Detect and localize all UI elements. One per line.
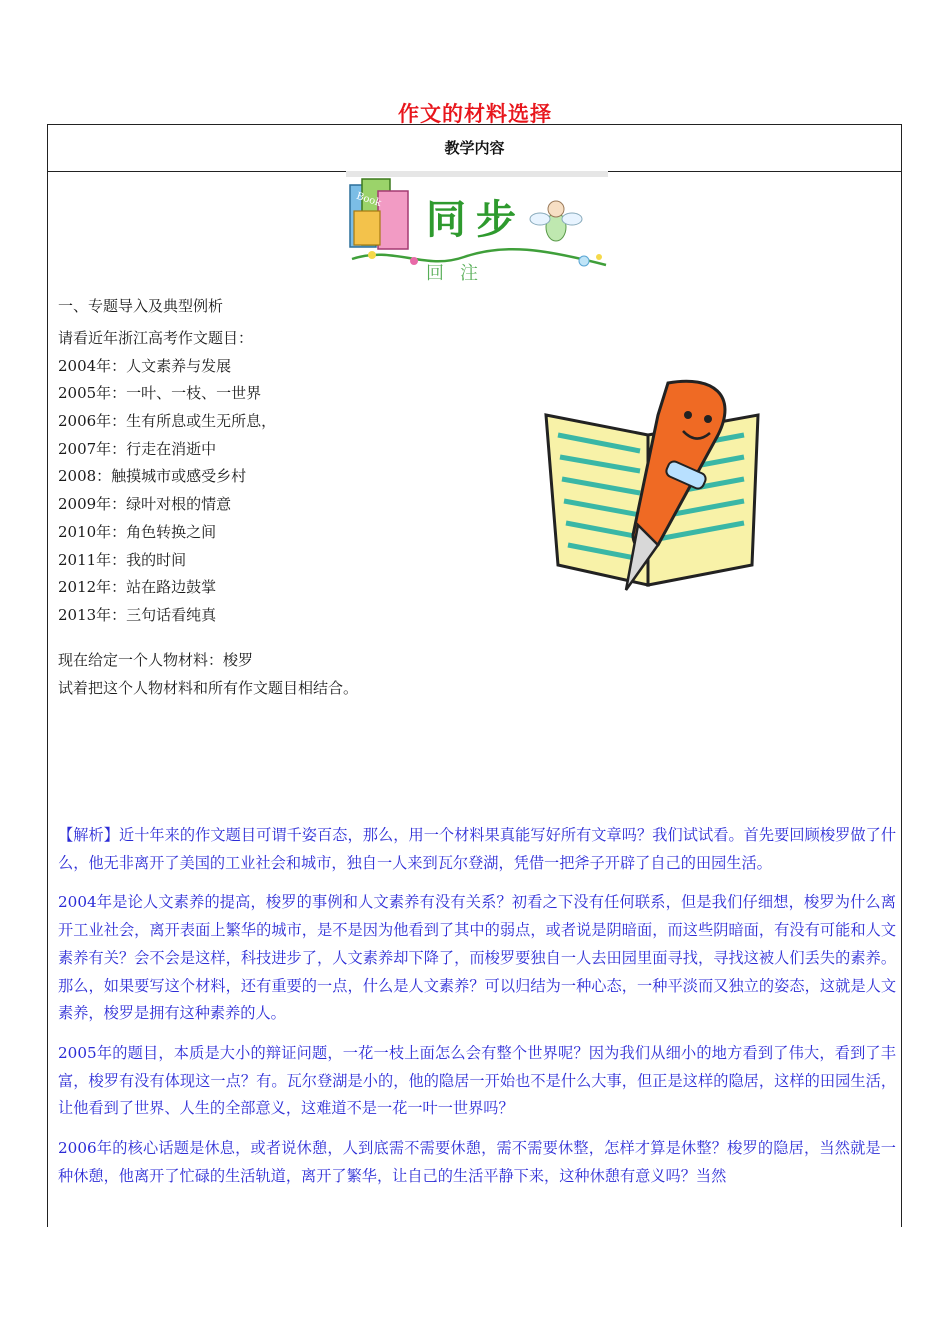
list-item: 2011年：我的时间 — [58, 550, 187, 569]
task-line: 试着把这个人物材料和所有作文题目相结合。 — [58, 678, 359, 697]
intro-line: 请看近年浙江高考作文题目： — [58, 329, 254, 347]
analysis-paragraph: 【解析】近十年来的作文题目可谓千姿百态，那么，用一个材料果真能写好所有文章吗？我们试试看。首先要回顾梭罗做了什么，他无非离开了美国的工业社会和城市，独自一人来到瓦尔登湖，凭借一把斧子开辟了自己的田园生活。 — [58, 826, 897, 872]
banner-book-label: Book — [354, 190, 383, 210]
pen-and-book-illustration — [538, 375, 768, 615]
analysis-paragraph: 2004年是论人文素养的提高，梭罗的事例和人文素养有没有关系？初看之下没有任何联系，但是我们仔细想，梭罗为什么离开工业社会，离开表面上繁华的城市，是不是因为他看到了其中的弱点，或者说是阴暗面，而这些阴暗面，有没有可能和人文素养有关？会不会是这样，科技进步了，人文素养却下降了，而梭罗要独自一人去田园里面寻找，寻找这被人们丢失的素养。那么，如果要写这个材料，还有重要的一点，什么是人文素养？可以归结为一种心态，一种平淡而又独立的姿态，这就是人文素养，梭罗是拥有这种素养的人。 — [58, 893, 896, 1023]
banner-heading: 同步 — [426, 197, 526, 243]
list-item: 2005年：一叶、一枝、一世界 — [58, 384, 262, 403]
list-item: 2007年：行走在消逝中 — [58, 439, 217, 458]
table-header: 教学内容 — [48, 125, 901, 172]
analysis-section — [58, 822, 896, 1202]
list-item: 2004年：人文素养与发展 — [58, 356, 232, 375]
list-item: 2008：触摸城市或感受乡村 — [58, 467, 247, 486]
list-item: 2010年：角色转换之间 — [58, 522, 217, 541]
document-title: 作文的材料选择 — [398, 102, 552, 126]
analysis-paragraph: 2006年的核心话题是休息，或者说休憩，人到底需不需要休憩，需不需要休整，怎样才算是休整？梭罗的隐居，当然就是一种休憩，他离开了忙碌的生活轨道，离开了繁华，让自己的生活平静下来，这种休憩有意义吗？当然 — [58, 1139, 896, 1185]
content-table — [47, 124, 902, 1227]
analysis-paragraph: 2005年的题目，本质是大小的辩证问题，一花一枝上面怎么会有整个世界呢？因为我们从细小的地方看到了伟大，看到了丰富，梭罗有没有体现这一点？有。瓦尔登湖是小的，他的隐居一开始也不是什么大事，但正是这样的隐居，这样的田园生活，让他看到了世界、人生的全部意义，这难道不是一花一叶一世界吗？ — [58, 1043, 896, 1118]
list-item: 2006年：生有所息或生无所息， — [58, 412, 277, 431]
banner-sub-text: 回注 — [426, 263, 494, 283]
list-item: 2013年：三句话看纯真 — [58, 605, 217, 624]
list-item: 2012年：站在路边鼓掌 — [58, 578, 217, 597]
list-item: 2009年：绿叶对根的情意 — [58, 495, 232, 514]
topic-list — [58, 325, 276, 630]
material-line: 现在给定一个人物材料：梭罗 — [58, 651, 254, 669]
sync-banner-illustration — [344, 171, 616, 283]
section-heading: 一、专题导入及典型例析 — [58, 297, 224, 315]
analysis-tag: 【解析】 — [58, 826, 119, 844]
